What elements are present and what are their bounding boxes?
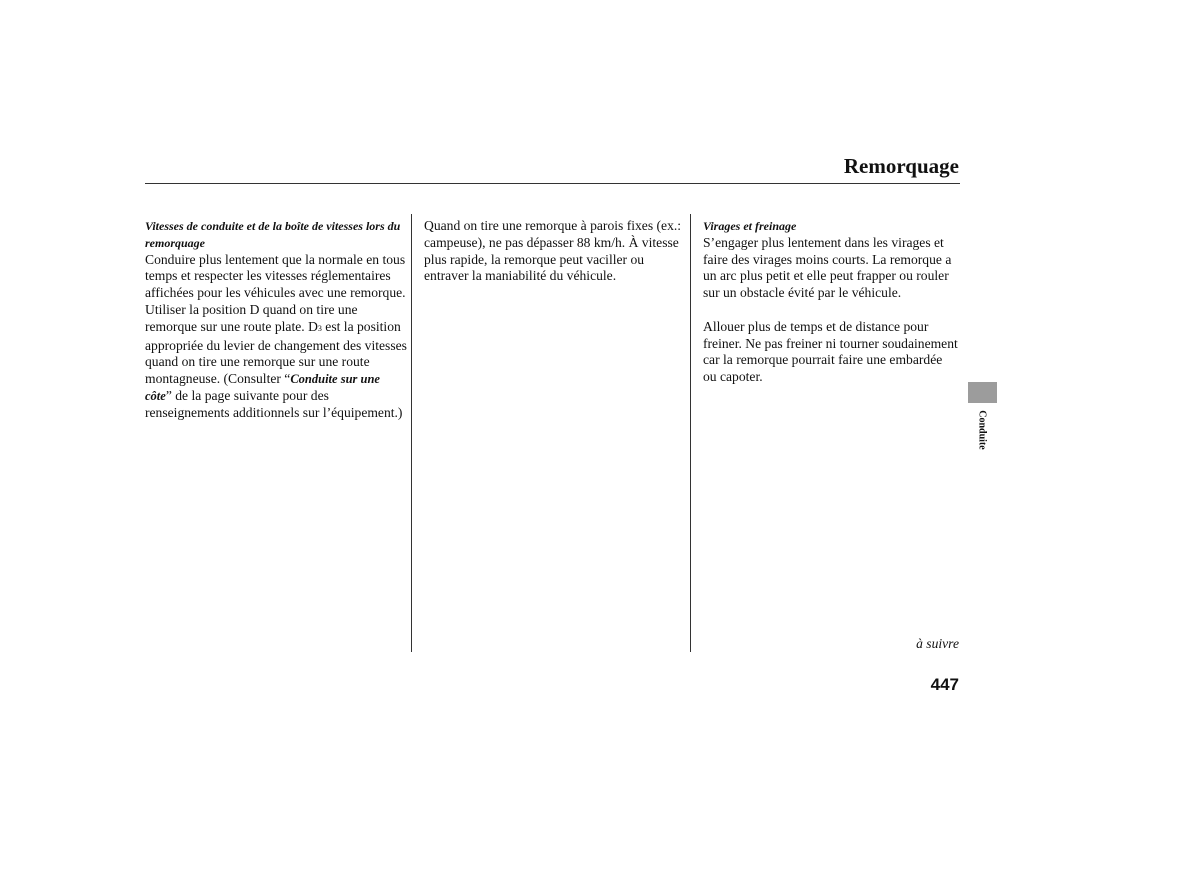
column-3 (703, 218, 959, 386)
paragraph-hard-side-trailer: Quand on tire une remorque à parois fixes (ex.: campeuse), ne pas dépasser 88 km/h. À vitesse plus rapide, la remorque peut vaciller ou entraver la maniabilité du véhicule. (424, 218, 682, 284)
header-rule (145, 183, 960, 184)
page-number: 447 (930, 675, 959, 694)
paragraph-speeds-part-c: ” de la page suivante pour des renseignements additionnels sur l’équipement.) (145, 387, 403, 420)
section-heading-speeds: Vitesses de conduite et de la boîte de vitesses lors du remorquage (145, 219, 401, 250)
cross-reference: Conduite sur une côte (145, 372, 380, 403)
column-1 (145, 218, 407, 422)
continued-note: à suivre (916, 636, 959, 651)
column-divider-2 (690, 214, 691, 652)
paragraph-spacer (703, 302, 959, 319)
page-title: Remorquage (843, 154, 959, 178)
column-divider-1 (411, 214, 412, 652)
chapter-tab-marker (968, 382, 997, 403)
column-2 (424, 218, 686, 285)
paragraph-speeds-part-a: Conduire plus lentement que la normale en tous temps et respecter les vitesses réglementaires affichées pour les véhicules avec une remorque. Utiliser la position D quand on tire une remorque sur une route plate. D (145, 251, 406, 334)
paragraph-speeds-part-b: est la position appropriée du levier de changement des vitesses quand on tire une remorque sur une route montagneuse. (Consulter “ (145, 318, 407, 387)
gear-subscript: 3 (317, 323, 322, 333)
paragraph-turns: S’engager plus lentement dans les virages et faire des virages moins courts. La remorque a un arc plus petit et elle peut frapper ou rouler sur un obstacle évité par le véhicule. (703, 234, 952, 301)
paragraph-speeds (145, 252, 407, 422)
chapter-tab-label: Conduite (976, 410, 988, 450)
section-heading-turns-braking: Virages et freinage (703, 219, 797, 233)
paragraph-braking: Allouer plus de temps et de distance pour freiner. Ne pas freiner ni tourner soudainement car la remorque pourrait faire une embardée ou capoter. (703, 318, 958, 385)
